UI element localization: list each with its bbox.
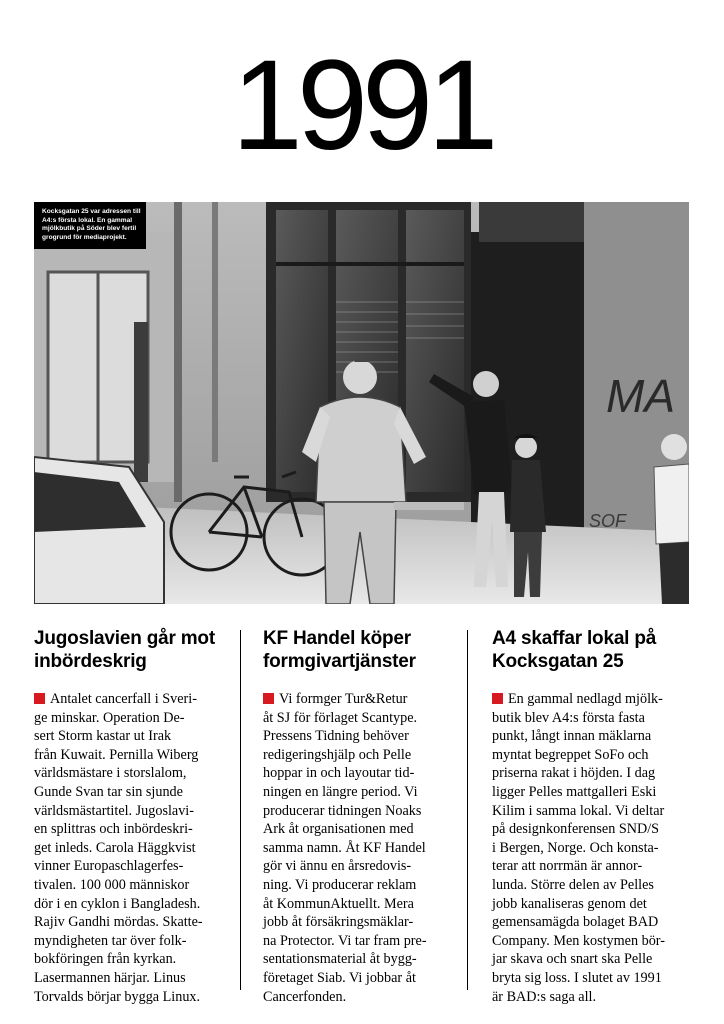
- storefront-photo: [34, 202, 689, 604]
- column-divider: [240, 630, 241, 990]
- article-3-body: En gammal nedlagd mjölk- butik blev A4:s första fasta punkt, långt innan mäklarna myntat begreppet SoFo och priserna rakat i höjden. I dag ligger Pelles mattgalleri Eski Kilim i samma lokal. Vi deltar på designkonferensen SND/S i Bergen, Norge. Och konsta- terar att norrmän är annor- lunda. Större delen av Pelles jobb kanaliseras genom det gemensamägda bolaget BAD Company. Men kostymen bör- jar skava och snart ska Pelle bryta sig loss. I slutet av 1991 är BAD:s saga all.: [492, 691, 665, 1005]
- red-square-marker-icon: [263, 693, 274, 704]
- storefront-photo-drawing: [34, 202, 689, 604]
- article-1-body: Antalet cancerfall i Sveri- ge minskar. Operation De- sert Storm kastar ut Irak från Kuwait. Pernilla Wiberg världsmästare i storslalom, Gunde Svan tar sin sjunde världsmästartitel. Jugoslavi- en splittras och inbördeskri- get inleds. Carola Häggkvist vinner Europaschlagerfes- tivalen. 100 000 människor dör i en cyklon i Bangladesh. Rajiv Gandhi mördas. Skatte- myndigheten tar över folk- bokföringen från kyrkan. Lasermannen härjar. Linus Torvalds börjar bygga Linux.: [34, 691, 203, 1005]
- article-3: [492, 627, 692, 1006]
- graffiti-text-lower: SOF: [589, 511, 627, 531]
- article-2-headline: KF Handel köper formgivartjänster: [263, 628, 416, 672]
- photo-caption: Kocksgatan 25 var adressen till A4:s första lokal. En gammal mjölkbutik på Söder blev fertil grogrund för mediaprojekt.: [34, 202, 146, 249]
- article-2-body: Vi formger Tur&Retur åt SJ för förlaget Scantype. Pressens Tidning behöver redigeringshjälp och Pelle hoppar in och layoutar tid- ningen en längre period. Vi producerar tidningen Noaks Ark åt organisationen med samma namn. Åt KF Handel gör vi ännu en årsredovis- ning. Vi producerar reklam åt KommunAktuellt. Mera jobb åt försäkringsmäklar- na Protector. Vi tar fram pre- sentationsmaterial åt bygg- företaget Siab. Vi jobbar åt Cancerfonden.: [263, 691, 427, 1005]
- article-2: [263, 627, 463, 1006]
- graffiti-text: MA: [606, 370, 675, 422]
- red-square-marker-icon: [492, 693, 503, 704]
- article-1: [34, 627, 234, 1006]
- page-year-title: 1991: [231, 34, 493, 177]
- red-square-marker-icon: [34, 693, 45, 704]
- article-3-headline: A4 skaffar lokal på Kocksgatan 25: [492, 628, 657, 672]
- column-divider: [467, 630, 468, 990]
- article-1-headline: Jugoslavien går mot inbördeskrig: [34, 628, 215, 672]
